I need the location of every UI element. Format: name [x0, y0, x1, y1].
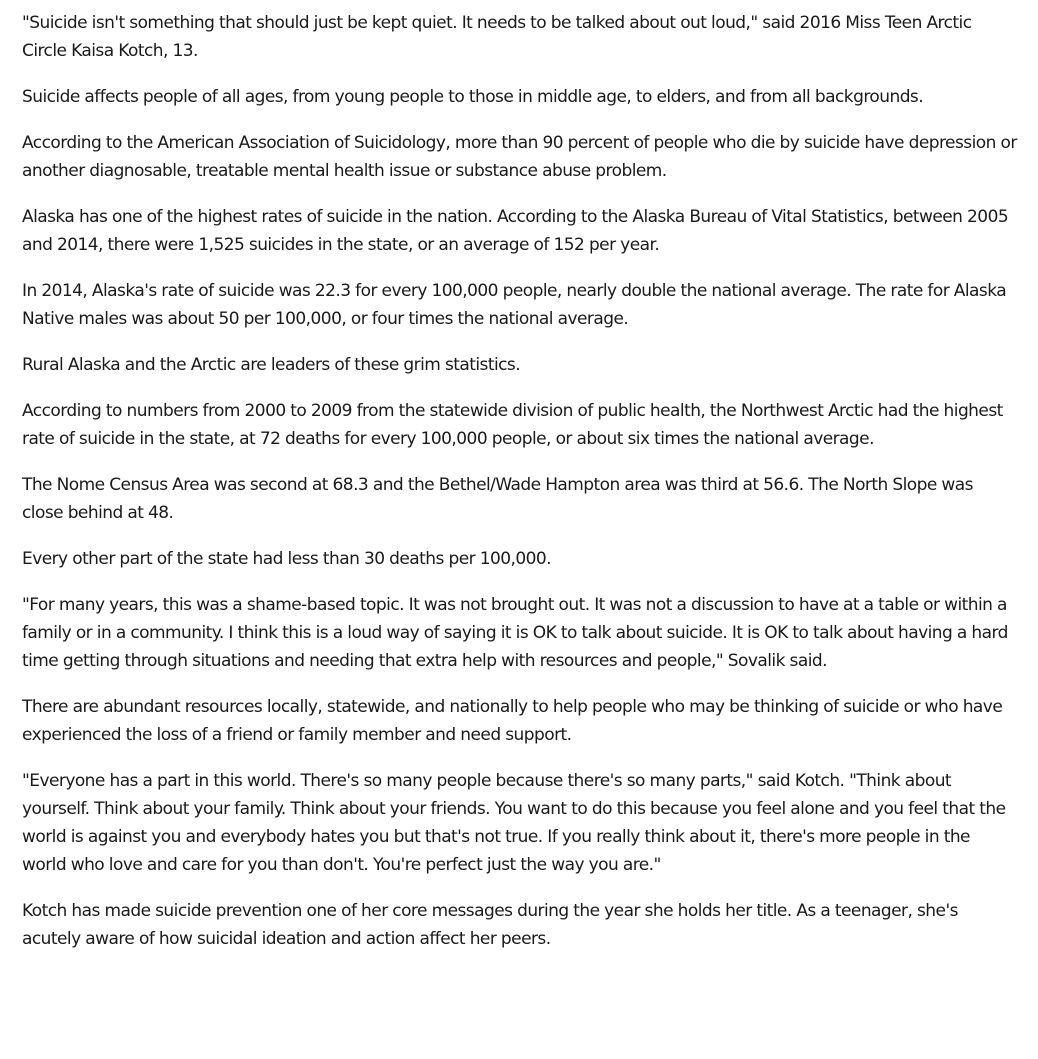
paragraph-2014-rate: In 2014, Alaska's rate of suicide was 22.3 for every 100,000 people, nearly double the national average. The rate for Alaska Native males was about 50 per 100,000, or four times the national average.	[22, 281, 1007, 329]
paragraph-alaska-rates: Alaska has one of the highest rates of suicide in the nation. According to the Alaska Bureau of Vital Statistics, between 2005 and 2014, there were 1,525 suicides in the state, or an average of 152 per year.	[22, 207, 1009, 255]
paragraph-rural-alaska: Rural Alaska and the Arctic are leaders of these grim statistics.	[22, 355, 521, 375]
paragraph-all-ages: Suicide affects people of all ages, from young people to those in middle age, to elders, and from all backgrounds.	[22, 87, 924, 107]
paragraph-nome-census: The Nome Census Area was second at 68.3 and the Bethel/Wade Hampton area was third at 56.6. The North Slope was close behind at 48.	[22, 475, 973, 523]
paragraph-suicidology: According to the American Association of Suicidology, more than 90 percent of people who die by suicide have depression or another diagnosable, treatable mental health issue or substance abuse problem.	[22, 133, 1017, 181]
paragraph-kotch-prevention: Kotch has made suicide prevention one of her core messages during the year she holds her title. As a teenager, she's acutely aware of how suicidal ideation and action affect her peers.	[22, 901, 958, 949]
paragraph-other-parts: Every other part of the state had less than 30 deaths per 100,000.	[22, 549, 552, 569]
paragraph-northwest-arctic: According to numbers from 2000 to 2009 from the statewide division of public health, the Northwest Arctic had the highest rate of suicide in the state, at 72 deaths for every 100,000 people, or about six times the national average.	[22, 401, 1003, 449]
paragraph-sovalik-quote: "For many years, this was a shame-based topic. It was not brought out. It was not a discussion to have at a table or within a family or in a community. I think this is a loud way of saying it is OK to talk about suicide. It is OK to talk about having a hard time getting through situations and needing that extra help with resources and people," Sovalik said.	[22, 595, 1008, 671]
paragraph-kotch-everyone: "Everyone has a part in this world. There's so many people because there's so many parts," said Kotch. "Think about yourself. Think about your family. Think about your friends. You want to do this because you feel alone and you feel that the world is against you and everybody hates you but that's not true. If you really think about it, there's more people in the world who love and care for you than don't. You're perfect just the way you are."	[22, 771, 1006, 875]
paragraph-resources: There are abundant resources locally, statewide, and nationally to help people who may be thinking of suicide or who have experienced the loss of a friend or family member and need support.	[22, 697, 1003, 745]
paragraph-kotch-quote: "Suicide isn't something that should just be kept quiet. It needs to be talked about out loud," said 2016 Miss Teen Arctic Circle Kaisa Kotch, 13.	[22, 13, 972, 61]
